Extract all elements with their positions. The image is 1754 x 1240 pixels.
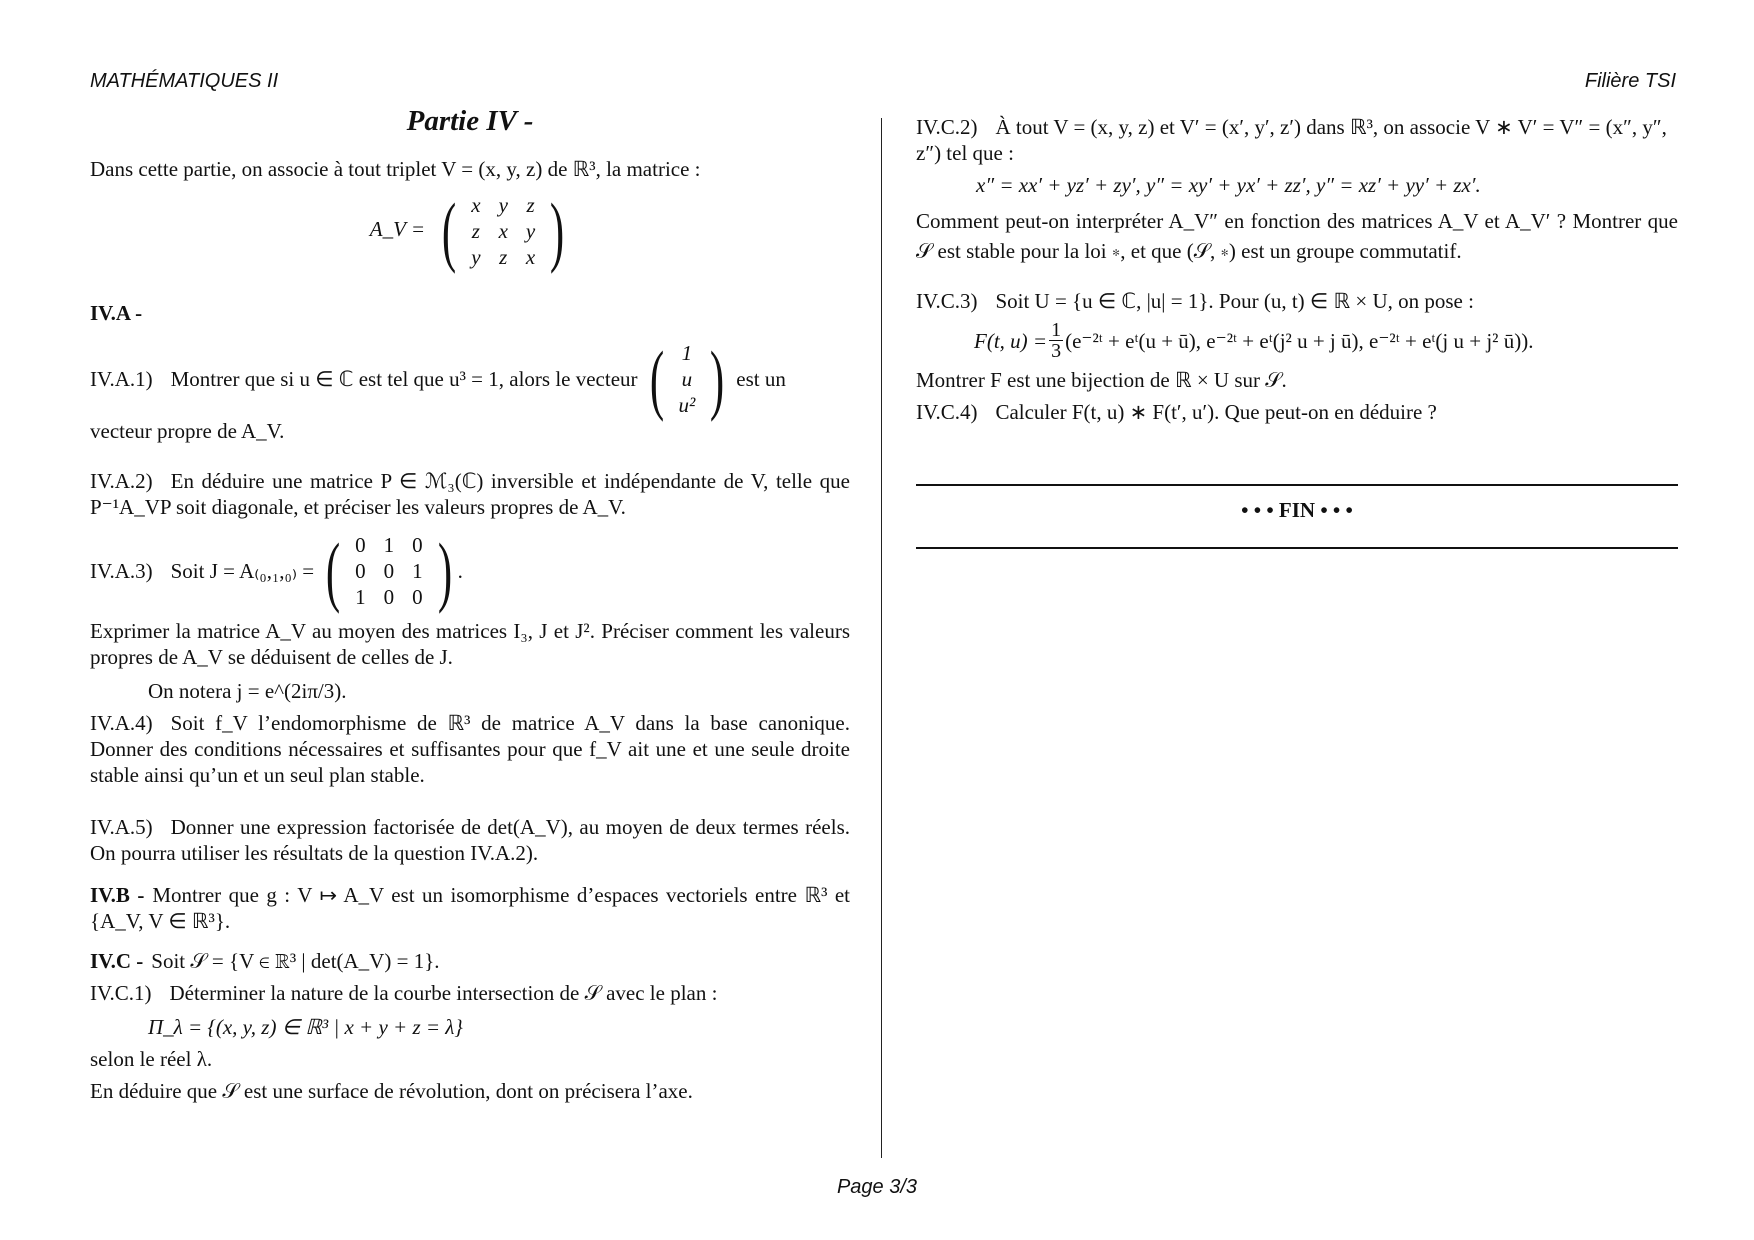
question-text: Calculer F(t, u) ∗ F(t′, u′). Que peut-on en déduire ?: [995, 400, 1437, 424]
column-divider: [881, 118, 882, 1158]
matrix-cell: z: [499, 245, 508, 269]
question-iva1: [90, 335, 850, 422]
vector-cell: u: [681, 367, 693, 391]
matrix-cell: x: [525, 245, 536, 269]
matrix-av-label: A_V =: [369, 216, 425, 241]
matrix-cell: 0: [412, 585, 423, 609]
bottom-rule: [916, 547, 1678, 549]
matrix-cell: 0: [355, 559, 366, 583]
formula-product: x″ = xx′ + yz′ + zy′, y″ = xy′ + yx′ + zz′, y″ = xz′ + yy′ + zx′.: [976, 173, 1481, 197]
question-ivc3: [916, 288, 1678, 314]
section-ivb-text: Montrer que g : V ↦ A_V est un isomorphisme d’espaces vectoriels entre ℝ³ et {A_V, V ∈ ℝ³}.: [90, 883, 850, 933]
question-number: IV.C.4): [916, 400, 978, 424]
question-text: Donner une expression factorisée de det(A_V), au moyen de deux termes réels. On pourra utiliser les résultats de la question IV.A.2).: [90, 815, 850, 865]
left-column: [90, 105, 850, 1104]
section-iva-heading: IV.A -: [90, 301, 143, 325]
formula-f-lhs: F(t, u) =: [974, 328, 1048, 353]
question-ivc1: [90, 980, 850, 1006]
matrix-cell: y: [498, 193, 508, 217]
question-text-cont: vecteur propre de A_V.: [90, 419, 285, 443]
question-number: IV.A.4): [90, 711, 153, 735]
question-number: IV.A.3): [90, 559, 153, 583]
question-text: Soit f_V l’endomorphisme de ℝ³ de matrice A_V dans la base canonique. Donner des conditions nécessaires et suffisantes pour que f_V ait une et une seule droite stable ainsi qu’un et un seul plan stable.: [90, 711, 850, 787]
fin-marker: • • • FIN • • •: [1241, 498, 1353, 522]
section-ivc: [90, 948, 850, 974]
matrix-cell: 1: [383, 533, 395, 557]
question-text-tail: est un: [736, 367, 786, 391]
question-ivc1-after: selon le réel λ.: [90, 1047, 213, 1071]
formula-f: [974, 320, 1678, 361]
matrix-cell: z: [471, 219, 480, 243]
question-ivc2: [916, 114, 1678, 166]
question-ivc4: [916, 399, 1678, 425]
partie-title: Partie IV -: [406, 105, 534, 137]
question-number: IV.A.5): [90, 815, 153, 839]
question-iva2: [90, 468, 850, 520]
matrix-av: ( x y z z x y y z x ): [442, 187, 565, 274]
intro-text: Dans cette partie, on associe à tout triplet V = (x, y, z) de ℝ³, la matrice :: [90, 157, 701, 181]
question-number: IV.C.2): [916, 115, 978, 139]
matrix-cell: y: [525, 219, 536, 243]
question-iva3-note: On notera j = e^(2iπ/3).: [148, 679, 347, 703]
question-number: IV.C.1): [90, 981, 152, 1005]
matrix-cell: x: [471, 193, 481, 217]
question-number: IV.C.3): [916, 289, 978, 313]
matrix-cell: 0: [383, 559, 395, 583]
section-ivc-intro: Soit 𝒮 = {V ∈ ℝ³ | det(A_V) = 1}.: [151, 949, 440, 973]
vector-cell: 1: [681, 341, 693, 365]
vector-cell: u²: [678, 393, 696, 417]
question-ivc3-after: Montrer F est une bijection de ℝ × U sur 𝒮.: [916, 368, 1287, 392]
header-stream: Filière TSI: [1584, 70, 1676, 92]
fraction-one-third: $\frac{1}{3}$: [1051, 319, 1062, 362]
matrix-cell: 0: [383, 585, 395, 609]
question-ivc2-question: Comment peut-on interpréter A_V″ en fonction des matrices A_V et A_V′ ? Montrer que 𝒮 est stable pour la loi ∗, et que (𝒮, ∗) est un groupe commutatif.: [916, 209, 1678, 263]
question-text: Déterminer la nature de la courbe intersection de 𝒮 avec le plan :: [169, 981, 718, 1005]
question-text: À tout V = (x, y, z) et V′ = (x′, y′, z′) dans ℝ³, on associe V ∗ V′ = V″ = (x″, y″, z″) tel que :: [916, 115, 1667, 165]
section-ivb: [90, 882, 850, 934]
question-iva4: [90, 710, 850, 788]
matrix-cell: z: [526, 193, 535, 217]
section-ivb-heading: IV.B -: [90, 883, 145, 907]
question-text: Soit J = A₍₀,₁,₀₎ =: [170, 559, 315, 583]
question-number: IV.A.1): [90, 367, 153, 391]
question-text: Soit U = {u ∈ ℂ, |u| = 1}. Pour (u, t) ∈ ℝ × U, on pose :: [995, 289, 1474, 313]
matrix-av-block: [90, 187, 850, 274]
matrix-cell: y: [471, 245, 481, 269]
question-text: Montrer que si u ∈ ℂ est tel que u³ = 1, alors le vecteur: [170, 367, 638, 391]
matrix-cell: 0: [412, 533, 423, 557]
matrix-cell: 0: [355, 533, 366, 557]
header-subject: MATHÉMATIQUES II: [90, 70, 279, 92]
vector-1-u-u2: ( 1 u u² ): [649, 335, 725, 422]
question-number: IV.A.2): [90, 469, 153, 493]
formula-pi-lambda: Π_λ = {(x, y, z) ∈ ℝ³ | x + y + z = λ}: [148, 1015, 463, 1039]
question-iva5: [90, 814, 850, 866]
matrix-cell: 1: [355, 585, 366, 609]
question-iva3: IV.A.3) Soit J = A₍₀,₁,₀₎ = ( 0 1 0 0 0 1 1 0 0 ) .: [90, 527, 463, 614]
question-text: En déduire une matrice P ∈ ℳ₃(ℂ) inversible et indépendante de V, telle que P⁻¹A_VP soit diagonale, et préciser les valeurs propres de A_V.: [90, 469, 850, 519]
matrix-cell: x: [498, 219, 508, 243]
page-number: Page 3/3: [836, 1176, 918, 1198]
matrix-cell: 1: [412, 559, 423, 583]
right-column: [916, 114, 1678, 425]
top-rule: [916, 484, 1678, 486]
question-iva3-follow: Exprimer la matrice A_V au moyen des matrices I₃, J et J². Préciser comment les valeurs propres de A_V se déduisent de celles de J.: [90, 619, 850, 669]
matrix-j: ( 0 1 0 0 0 1 1 0 0 ): [325, 527, 452, 614]
formula-f-rhs: (e⁻²ᵗ + eᵗ(u + ū), e⁻²ᵗ + eᵗ(j² u + j ū), e⁻²ᵗ + eᵗ(j u + j² ū)).: [1065, 328, 1534, 353]
question-ivc1-conclusion: En déduire que 𝒮 est une surface de révolution, dont on précisera l’axe.: [90, 1079, 693, 1103]
section-ivc-heading: IV.C -: [90, 949, 144, 973]
